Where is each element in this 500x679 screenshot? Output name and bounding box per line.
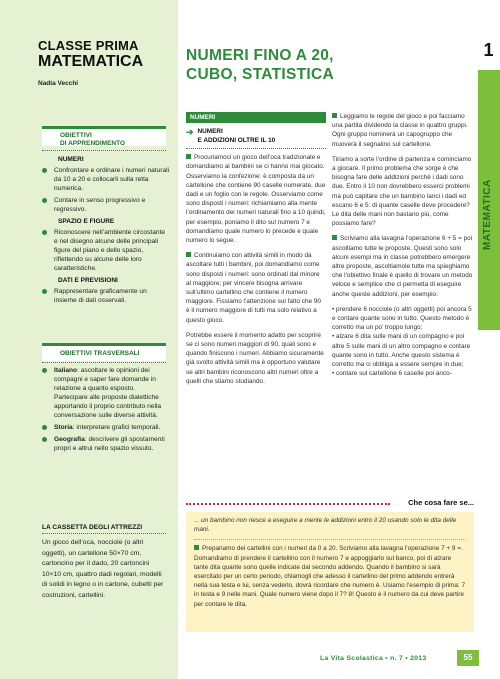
page-number: 55 [457,650,479,666]
paragraph-text: Leggiamo le regole del gioco e poi facciamo una partita dividendo la classe in quattro gruppi. Ogni gruppo nominerà un capogruppo che muoverà il segnalino sul cartellone. [332,113,468,148]
cosa-fare-label: Che cosa fare se... [408,498,474,507]
cassetta-divider [42,533,166,534]
objectives-list [38,156,170,308]
paragraph-text: Continuiamo con attività simili in modo da ascoltare tutti i bambini, poi domandiamo come sono disposti i numeri: sono ordinati dal minore al maggiore; per vincere bisogna arrivare sull’ultimo cartellino che contiene il numero maggiore. Fissiamo l’attenzione sul fatto che 90 è il numero maggiore di tutti ma solo relativo a questo gioco. [186,252,321,324]
paragraph [332,155,474,229]
magazine-footer: La Vita Scolastica • n. 7 • 2013 [320,655,427,662]
list-item [38,366,170,420]
paragraph-text: Procuriamoci un gioco dell’oca tradizionale e domandiamo ai bambini se ci hanno mai giocato. Osserviamo la confezione: è composta da un cartellone che contiene 90 caselle numerate, due dadi e un foglio con le regole. Osserviamo come sono disposti i numeri: richiamiamo alla mente l’ordinamento dei numeri naturali fino a 10 quindi, per esempio, poniamo il dito sul numero 7 e domandiamo quale numero lo precede e quale numero lo segue. [186,154,326,245]
item-bold: Geografia [54,436,85,443]
objectives-header-line1: OBIETTIVI [60,132,92,139]
section-title [186,128,326,145]
list-item: • contare sul cartellone 6 caselle poi anco- [332,370,452,378]
section-title-line1: NUMERI [197,128,223,136]
paragraph-text: Potrebbe essere il momento adatto per scoprire se ci sono numeri maggiori di 90, quali sono e quando finiscono i numeri. Abbiamo sicuramente già svolto attività simili ma è opportuno valutare se altri bambini riconoscono altri numeri oltre a quelli che stiamo studiando. [186,331,324,385]
title-line1: NUMERI FINO A 20, [186,47,334,64]
paragraph [186,153,326,245]
square-bullet-icon [186,252,191,257]
class-title: CLASSE PRIMA [38,38,139,53]
main-column-1 [186,112,326,392]
list-item: Riconoscere nell’ambiente circostante e nel disegno alcune delle principali figure del piano e dello spazio, riflettendo su alcune delle loro caratteristiche. [38,228,170,273]
section-divider [186,148,326,149]
paragraph [186,251,326,325]
list-item [38,435,170,453]
chapter-number: 1 [483,40,494,60]
cosa-fare-text-wrap [194,544,466,608]
list-item: Rappresentare graficamente un insieme di dati osservati. [38,287,170,305]
cassetta-text: Un gioco dell’oca, nocciole (o altri oggetti), un cartellone 50×70 cm, cartoncino per il dado, 20 cartoncini 10×10 cm, quattro dadi regolari, modelli di solidi in legno o in cartone, cubetti per costruzioni, cartellini. [42,539,164,599]
trasversali-divider [42,362,166,365]
square-bullet-icon [194,545,199,550]
cosa-fare-intro: ... un bambino non riesce a eseguire a mente le addizioni entro il 20 usando solo le dita delle mani. [194,517,457,534]
list-item: • prendere 6 nocciole (o altri oggetti) poi ancora 5 e contare quante sono in tutto. Questo metodo è corretto ma un po’ troppo lungo; [332,305,472,332]
subject-title: MATEMATICA [38,53,144,70]
list-item: Contare in senso progressivo e regressivo. [38,196,170,214]
cosa-fare-header [186,498,474,510]
cosa-fare-text: Prepariamo dei cartellini con i numeri da 0 a 20. Scriviamo alla lavagna l’operazione 7 + 9 =. Domandiamo di prendere il cartellino con il numero 7 e appoggiarlo sul banco, poi di alzare tante dita quante sono quelle indicate dal secondo addendo. Quando il bambino si sarà esercitato per un certo periodo, chiamogli che adesso il cartellino del primo addendo entrerà nella sua testa e lui, senza vederlo, dovrà ricordare che numero è. Usiamo l’esempio di prima: 7 in testa e 9 nelle mani. Quale numero viene dopo il 7? 8! Questo è il numero da cui deve partire per contare le dita. [194,545,466,608]
section-title-text [198,128,276,145]
spazio-heading: SPAZIO E FIGURE [58,218,115,225]
cassetta-heading: LA CASSETTA DEGLI ATTREZZI [42,524,143,531]
cosa-fare-box [186,512,474,632]
paragraph-text: Tiriamo a sorte l’ordine di partenza e cominciamo a giocare. Il primo problema che sorge è che bisogna fare delle addizioni perché i dadi sono due. Entro il 10 non dovrebbero esserci problemi ma può capitare che un bambino lanci i dadi ed escano 6 e 5: di quante caselle deve procedere? Le dita delle mani non bastano più, come possiamo fare? [332,155,472,228]
item-bold: Italiano [54,367,78,374]
square-bullet-icon [332,235,337,240]
cosa-fare-divider [194,539,466,540]
square-bullet-icon [186,154,191,159]
section-tag: NUMERI [186,112,326,123]
vertical-subject-label: MATEMATICA [482,179,493,250]
trasversali-header-text: OBIETTIVI TRASVERSALI [60,350,140,357]
left-header [38,38,170,87]
title-line2: CUBO, STATISTICA [186,66,335,83]
item-text: : descrivere gli spostamenti propri e altrui nello spazio vissuto. [54,436,165,452]
objectives-divider [42,150,166,153]
red-dotted-rule [186,503,390,505]
objectives-header-line2: DI APPRENDIMENTO [60,140,126,147]
item-text: : ascoltare le opinioni dei compagni e saper fare domande in relazione a quanto esposto. Partecipare alle proposte dialettiche apportando il proprio contributo nella conversazione sulle diverse attività. [54,367,162,419]
item-text: : interpretare grafici temporali. [72,424,161,431]
dati-heading: DATI E PREVISIONI [58,277,118,284]
trasversali-list [38,366,170,456]
paragraph [332,234,474,298]
list-item: Confrontare e ordinare i numeri naturali da 10 a 20 e collocarli sulla retta numerica. [38,166,170,193]
paragraph-text: Scriviamo alla lavagna l’operazione 6 + 5 = poi ascoltiamo tutte le proposte. Questi sono solo alcuni esempi ma in classe potrebbero emergere altre proposte, ascoltiamole tutte ma spieghiamo che l’obiettivo finale è quello di trovare un metodo veloce e semplice che ci permetta di eseguire anche queste addizioni, per esempio: [332,235,473,298]
section-title-line2: E ADDIZIONI OLTRE IL 10 [197,136,276,144]
trasversali-header [42,343,166,361]
main-column-2 [332,112,474,378]
paragraph [186,331,326,386]
item-bold: Storia [54,424,73,431]
arrow-icon: ➔ [186,127,194,138]
list-item: • alzare 6 dita sulle mani di un compagno e poi altre 5 sulle mani di un altro compagno e contare quante sono in tutto. Anche questo sistema è corretto ma ci obbliga a essere sempre in due; [332,333,471,369]
paragraph [332,112,474,149]
author-name: Nadia Vecchi [38,80,79,87]
objectives-header [42,126,166,146]
page-title [186,46,476,84]
square-bullet-icon [332,113,337,118]
list-item [38,423,170,432]
numeri-heading: NUMERI [58,156,84,163]
